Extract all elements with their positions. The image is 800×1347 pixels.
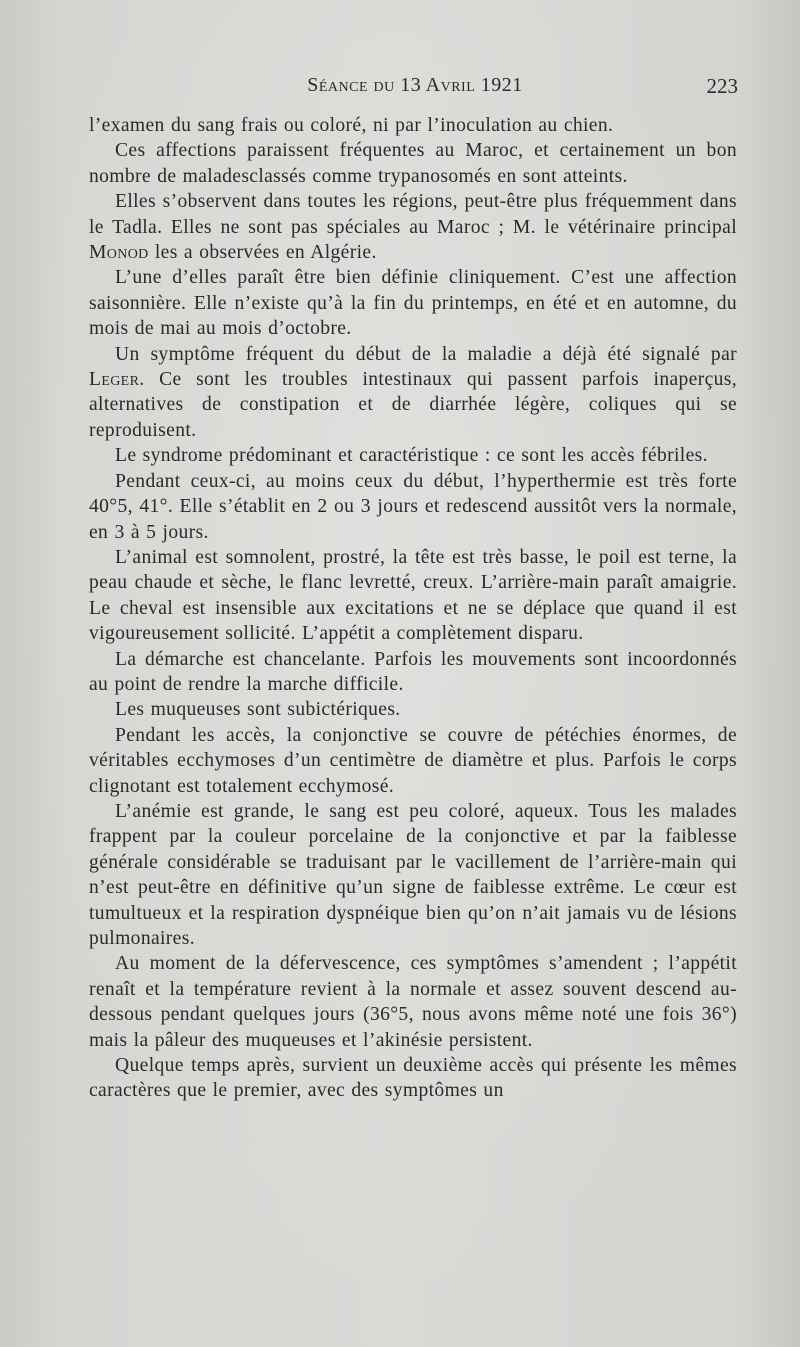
paragraph-3-text-after: les a observées en Algérie. (148, 242, 377, 264)
paragraph-12: L’anémie est grande, le sang est peu coloré, aqueux. Tous les malades frappent par la couleur porcelaine de la conjonctive et par la faiblesse générale considérable se traduisant par le vacillement de l’arrière-main qui n’est peut-être en définitive qu’un signe de faiblesse extrême. Le cœur est tumultueux et la respiration dyspnéique bien qu’on n’ait jamais vu de lésions pulmonaires. (89, 800, 737, 949)
paragraph-3 (89, 189, 737, 265)
body-text (89, 113, 737, 1104)
paragraph-5-text-after: . Ce sont les troubles intestinaux qui passent parfois inaperçus, alternatives de constipation et de diarrhée légère, coliques qui se reproduisent. (89, 369, 737, 441)
page-number: 223 (706, 74, 738, 98)
paragraph-3-text-before: Elles s’observent dans toutes les régions, peut-être plus fréquemment dans le Tadla. Elles ne sont pas spéciales au Maroc ; M. le vétérinaire principal (89, 191, 737, 238)
running-title: Séance du 13 Avril 1921 (307, 74, 523, 96)
paragraph-5-text-before: Un symptôme fréquent du début de la maladie a déjà été signalé par (115, 343, 737, 365)
author-name-leger: Leger (89, 369, 140, 391)
paragraph-8: L’animal est somnolent, prostré, la tête est très basse, le poil est terne, la peau chaude et sèche, le flanc levretté, creux. L’arrière-main paraît amaigrie. Le cheval est insensible aux excitations et ne se déplace que quand il est vigoureusement sollicité. L’appétit a complètement disparu. (89, 546, 737, 645)
paragraph-2: Ces affections paraissent fréquentes au Maroc, et certainement un bon nombre de maladesclassés comme trypanosomés en sont atteints. (89, 140, 737, 187)
paragraph-14: Quelque temps après, survient un deuxième accès qui présente les mêmes caractères que le premier, avec des symptômes un (89, 1055, 737, 1102)
paragraph-13: Au moment de la défervescence, ces symptômes s’amendent ; l’appétit renaît et la température revient à la normale et assez souvent descend au-dessous pendant quelques jours (36°5, nous avons même noté une fois 36°) mais la pâleur des muqueuses et l’akinésie persistent. (89, 953, 737, 1051)
paragraph-7: Pendant ceux-ci, au moins ceux du début, l’hyperthermie est très forte 40°5, 41°. Elle s’établit en 2 ou 3 jours et redescend aussitôt vers la normale, en 3 à 5 jours. (89, 470, 737, 543)
paragraph-9: La démarche est chancelante. Parfois les mouvements sont incoordonnés au point de rendre la marche difficile. (89, 648, 737, 695)
paragraph-4: L’une d’elles paraît être bien définie cliniquement. C’est une affection saisonnière. Elle n’existe qu’à la fin du printemps, en été et en automne, du mois de mai au mois d’octobre. (89, 267, 737, 340)
paragraph-10: Les muqueuses sont subictériques. (115, 699, 401, 721)
paragraph-1: l’examen du sang frais ou coloré, ni par l’inoculation au chien. (89, 115, 614, 136)
paragraph-5 (89, 342, 737, 444)
page-header (90, 74, 740, 102)
paragraph-11: Pendant les accès, la conjonctive se couvre de pétéchies énormes, de véritables ecchymoses d’un centimètre de diamètre et plus. Parfois le corps clignotant est totalement ecchymosé. (89, 724, 737, 797)
author-name-monod: Monod (89, 242, 149, 264)
paragraph-6: Le syndrome prédominant et caractéristique : ce sont les accès fébriles. (115, 445, 708, 467)
